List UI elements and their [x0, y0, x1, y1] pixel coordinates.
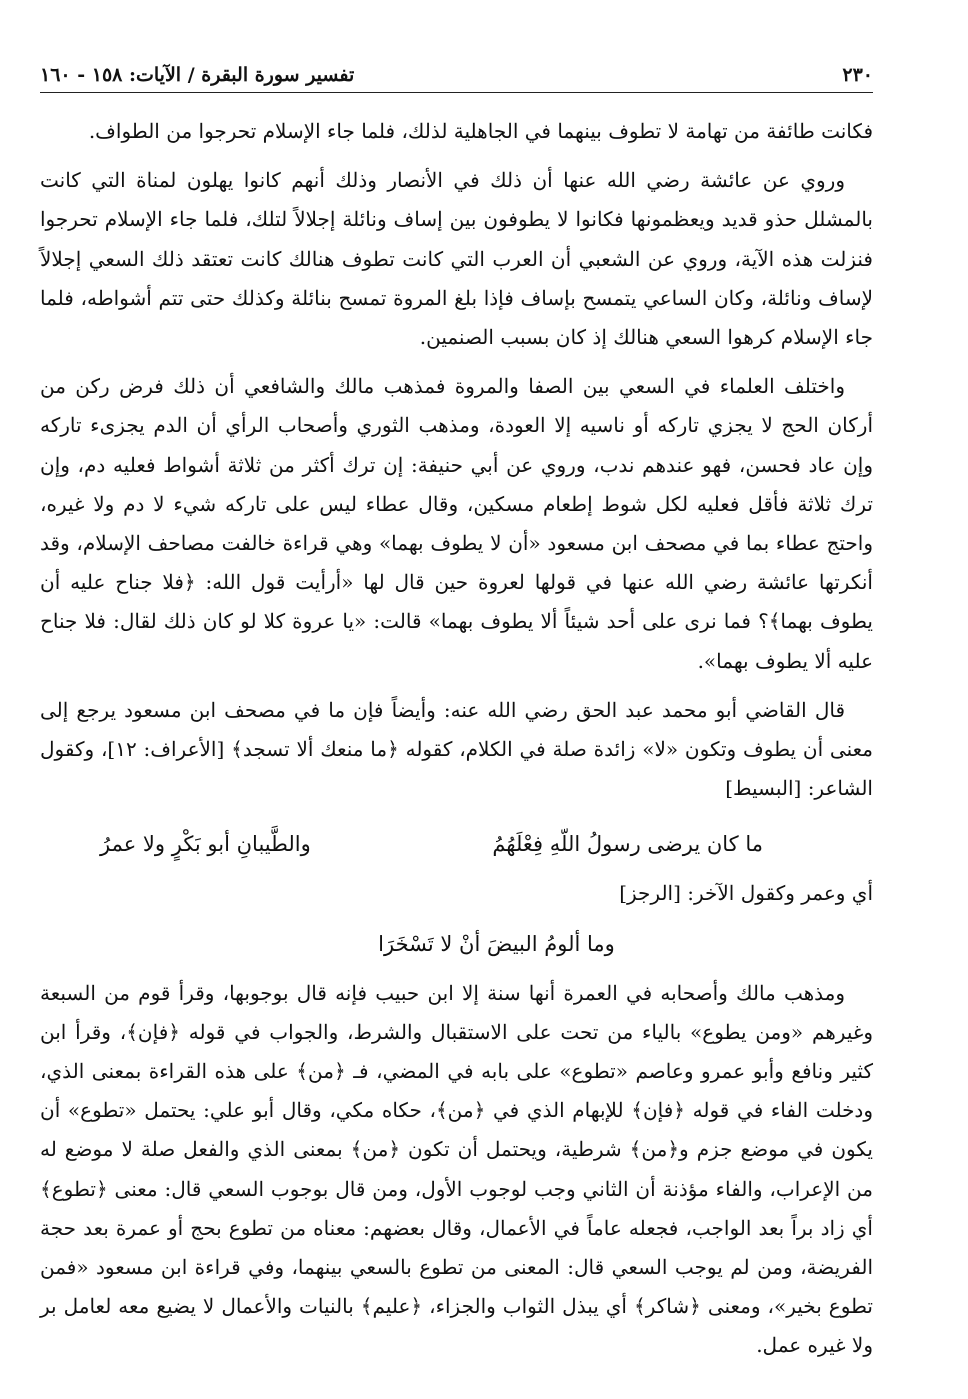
running-title: تفسير سورة البقرة / الآيات: ١٥٨ - ١٦٠ — [40, 64, 355, 86]
page-number: ٢٣٠ — [842, 64, 873, 86]
paragraph-2: وروي عن عائشة رضي الله عنها أن ذلك في الأنصار وذلك أنهم كانوا يهلون لمناة التي كانت بالمشلل حذو قديد ويعظمونها فكانوا لا يطوفون بين إساف ونائلة إجلالاً لتلك، فلما جاء الإسلام تحرجوا فنزلت هذه الآية، وروي عن الشعبي أن العرب التي كانت تطوف هنالك كانت تعتقد ذلك السعي إجلالاً لإساف ونائلة، وكان الساعي يتمسح بإساف فإذا بلغ المروة تمسح بنائلة وكذلك حتى تتم أشواطه، فلما جاء الإسلام كرهوا السعي هنالك إذ كان بسبب الصنمين. — [40, 168, 873, 350]
page-body — [40, 112, 873, 1376]
paragraph-4: قال القاضي أبو محمد عبد الحق رضي الله عنه: وأيضاً فإن ما في مصحف ابن مسعود يرجع إلى معنى أن يطوف وتكون «لا» زائدة صلة في الكلام، كقوله ﴿ما منعك ألا تسجد﴾ [الأعراف: ١٢]، وكقول الشاعر: [البسيط] — [40, 697, 873, 801]
verse-hemistich-first: ما كان يرضى رسولُ اللّهِ فِعْلَهُمُ — [492, 832, 763, 857]
paragraph-1: فكانت طائفة من تهامة لا تطوف بينهما في الجاهلية لذلك، فلما جاء الإسلام تحرجوا من الطواف. — [88, 119, 873, 143]
poetry-verse-rajaz: وما ألومُ البيضَ أنْ لا تَسْخَرَا — [378, 931, 615, 956]
paragraph-5: أي وعمر وكقول الآخر: [الرجز] — [619, 881, 873, 906]
verse-hemistich-second: والطَّيبانِ أبو بَكْرٍ ولا عمرُ — [100, 832, 311, 857]
paragraph-6: ومذهب مالك وأصحابه في العمرة أنها سنة إلا ابن حبيب فإنه قال بوجوبها، وقرأ قوم من السبعة وغيرهم «ومن يطوع» بالياء من تحت على الاستقبال والشرط، والجواب في قوله ﴿فإن﴾، وقرأ ابن كثير ونافع وأبو عمرو وعاصم «تطوع» على بابه في المضي، فـ ﴿من﴾ على هذه القراءة بمعنى الذي، ودخلت الفاء في قوله ﴿فإن﴾ للإبهام الذي في ﴿من﴾، حكاه مكي، وقال أبو علي: يحتمل «تطوع» أن يكون في موضع جزم و﴿من﴾ شرطية، ويحتمل أن تكون ﴿من﴾ بمعنى الذي والفعل صلة لا موضع له من الإعراب، والفاء مؤذنة أن الثاني وجب لوجوب الأول، ومن قال بوجوب السعي قال: معنى ﴿تطوع﴾ أي زاد براً بعد الواجب، فجعله عاماً في الأعمال، وقال بعضهم: معناه من تطوع بحج أو عمرة بعد حجة الفريضة، ومن لم يوجب السعي قال: المعنى من تطوع بالسعي بينهما، وفي قراءة ابن مسعود «فمن تطوع بخير»، ومعنى ﴿شاكر﴾ أي يبذل الثواب والجزاء، ﴿عليم﴾ بالنيات والأعمال لا يضيع معه لعامل بر ولا غيره عمل. — [40, 980, 873, 1358]
page-header — [40, 62, 873, 93]
poetry-verse-basit — [40, 818, 873, 874]
paragraph-3: واختلف العلماء في السعي بين الصفا والمروة فمذهب مالك والشافعي أن ذلك فرض ركن من أركان الحج لا يجزي تاركه أو ناسيه إلا العودة، ومذهب الثوري وأصحاب الرأي أن الدم يجزىء تاركه وإن عاد فحسن، فهو عندهم ندب، وروي عن أبي حنيفة: إن ترك أكثر من ثلاثة أشواط فعليه دم، وإن ترك ثلاثة فأقل فعليه لكل شوط إطعام مسكين، وقال عطاء ليس على تاركه شيء لا دم ولا غيره، واحتج عطاء بما في مصحف ابن مسعود «أن لا يطوف بهما» وهي قراءة خالفت مصاحف الإسلام، وقد أنكرتها عائشة رضي الله عنها في قولها لعروة حين قال لها «أرأيت قول الله: ﴿فلا جناح عليه أن يطوف بهما﴾؟ فما نرى على أحد شيئاً ألا يطوف بهما» قالت: «يا عروة كلا لو كان ذلك لقال: فلا جناح عليه ألا يطوف بهما». — [40, 374, 873, 673]
